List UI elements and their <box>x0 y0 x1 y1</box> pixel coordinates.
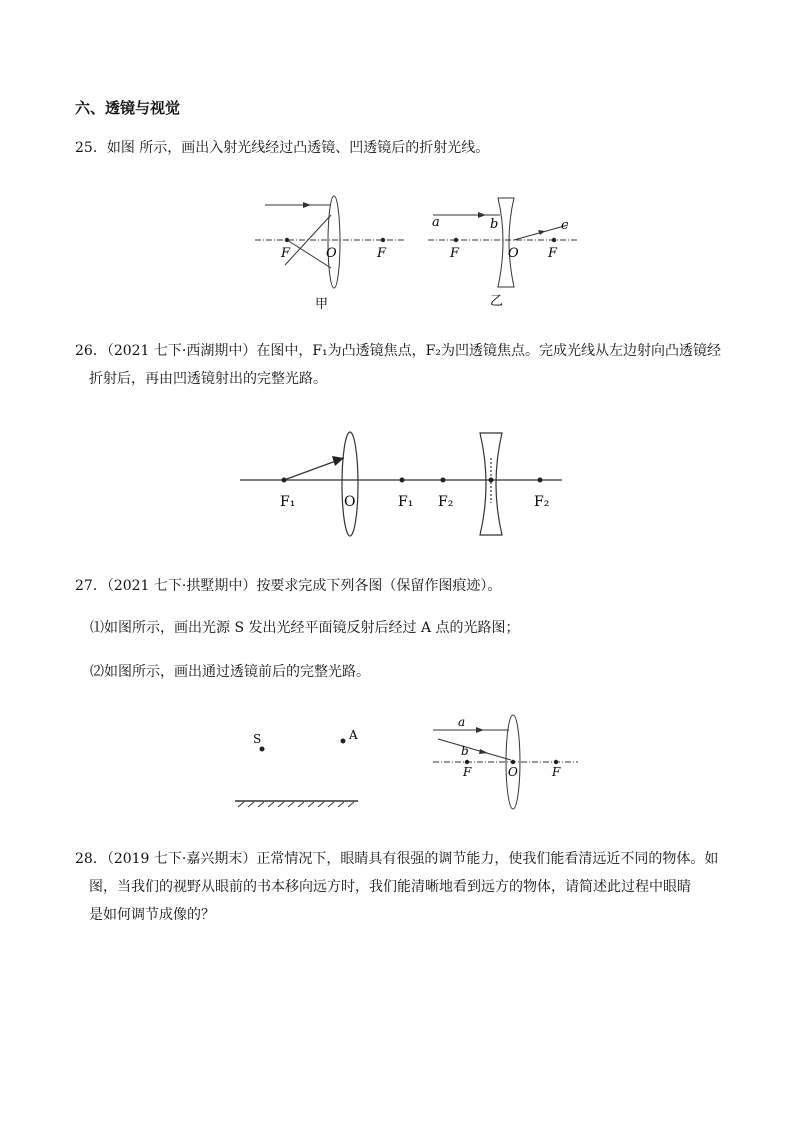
light-source-dot <box>260 747 265 752</box>
figure-caption-jia: 甲 <box>315 297 329 312</box>
focus-label-f1-right: F₁ <box>398 494 414 510</box>
ray-label-a: a <box>432 215 440 230</box>
optical-center-label: O <box>344 494 356 510</box>
focus-label-f1-left: F₁ <box>280 494 296 510</box>
figure-25-jia <box>255 190 405 312</box>
optical-center-dot <box>489 478 494 483</box>
light-source-label: S <box>253 732 262 746</box>
figure-27-lens <box>428 712 583 812</box>
figure-25-yi <box>428 195 578 310</box>
focus-label-f2-right: F₂ <box>534 494 550 510</box>
optical-center-label: O <box>326 246 337 261</box>
focus-dot <box>282 478 287 483</box>
arrow <box>478 212 486 218</box>
question-27-sub1: ⑴如图所示，画出光源 S 发出光经平面镜反射后经过 A 点的光路图； <box>90 620 520 636</box>
question-27-text: 27．（2021 七下·拱墅期中）按要求完成下列各图（保留作图痕迹）。 <box>75 578 502 594</box>
focus-dot <box>400 478 405 483</box>
ray-label-b: b <box>461 744 469 758</box>
focus-dot <box>441 478 446 483</box>
point-a-dot <box>341 739 346 744</box>
focus-dot-left <box>465 760 469 764</box>
section-title: 六、透镜与视觉 <box>75 99 181 117</box>
focus-label-f2-mid: F₂ <box>438 494 454 510</box>
point-a-label: A <box>349 728 358 742</box>
question-26-line2: 折射后，再由凹透镜射出的完整光路。 <box>89 371 327 387</box>
convex-lens <box>342 432 358 536</box>
figure-27-mirror <box>235 725 365 815</box>
incident-ray-b <box>438 739 511 760</box>
convex-lens <box>328 196 340 288</box>
figure-caption-yi: 乙 <box>490 294 504 309</box>
question-28-line1: 28．（2019 七下·嘉兴期末）正常情况下，眼睛具有很强的调节能力，使我们能看清远近不同的物体。如 <box>75 851 719 867</box>
focus-label-right: F <box>552 765 561 779</box>
question-26-line1: 26．（2021 七下·西湖期中）在图中，F₁为凸透镜焦点，F₂为凹透镜焦点。完成光线从左边射向凸透镜经 <box>75 343 721 359</box>
question-28-text <box>75 845 735 929</box>
focus-dot-left <box>454 238 458 242</box>
focus-label-left: F <box>281 246 291 261</box>
focus-dot-left <box>285 238 289 242</box>
focus-dot-right <box>552 238 556 242</box>
focus-label-left: F <box>450 246 460 261</box>
ray-label-a: a <box>458 715 466 729</box>
arrow <box>476 727 484 733</box>
arrow <box>538 230 545 235</box>
focus-dot-right <box>381 238 385 242</box>
figure-26 <box>240 428 565 538</box>
ray-label-c: c <box>561 218 569 233</box>
incident-ray-oblique <box>287 240 331 268</box>
optical-center-dot <box>511 760 515 764</box>
focus-label-right: F <box>548 246 558 261</box>
arrow <box>303 202 311 208</box>
focus-dot-right <box>554 760 558 764</box>
optical-center-label: O <box>508 765 518 779</box>
question-27-sub2: ⑵如图所示，画出通过透镜前后的完整光路。 <box>90 664 370 680</box>
ray-label-b: b <box>490 217 499 232</box>
optical-center-label: O <box>508 246 519 261</box>
question-26-text <box>75 337 735 393</box>
question-28-line3: 是如何调节成像的？ <box>89 907 215 923</box>
question-25-text: 25．如图 所示，画出入射光线经过凸透镜、凹透镜后的折射光线。 <box>75 140 490 156</box>
focus-label-right: F <box>377 246 387 261</box>
question-28-line2: 图，当我们的视野从眼前的书本移向远方时，我们能清晰地看到远方的物体，请简述此过程中眼睛 <box>89 879 691 895</box>
concave-lens <box>498 198 514 287</box>
focus-dot <box>538 478 543 483</box>
focus-label-left: F <box>463 765 472 779</box>
